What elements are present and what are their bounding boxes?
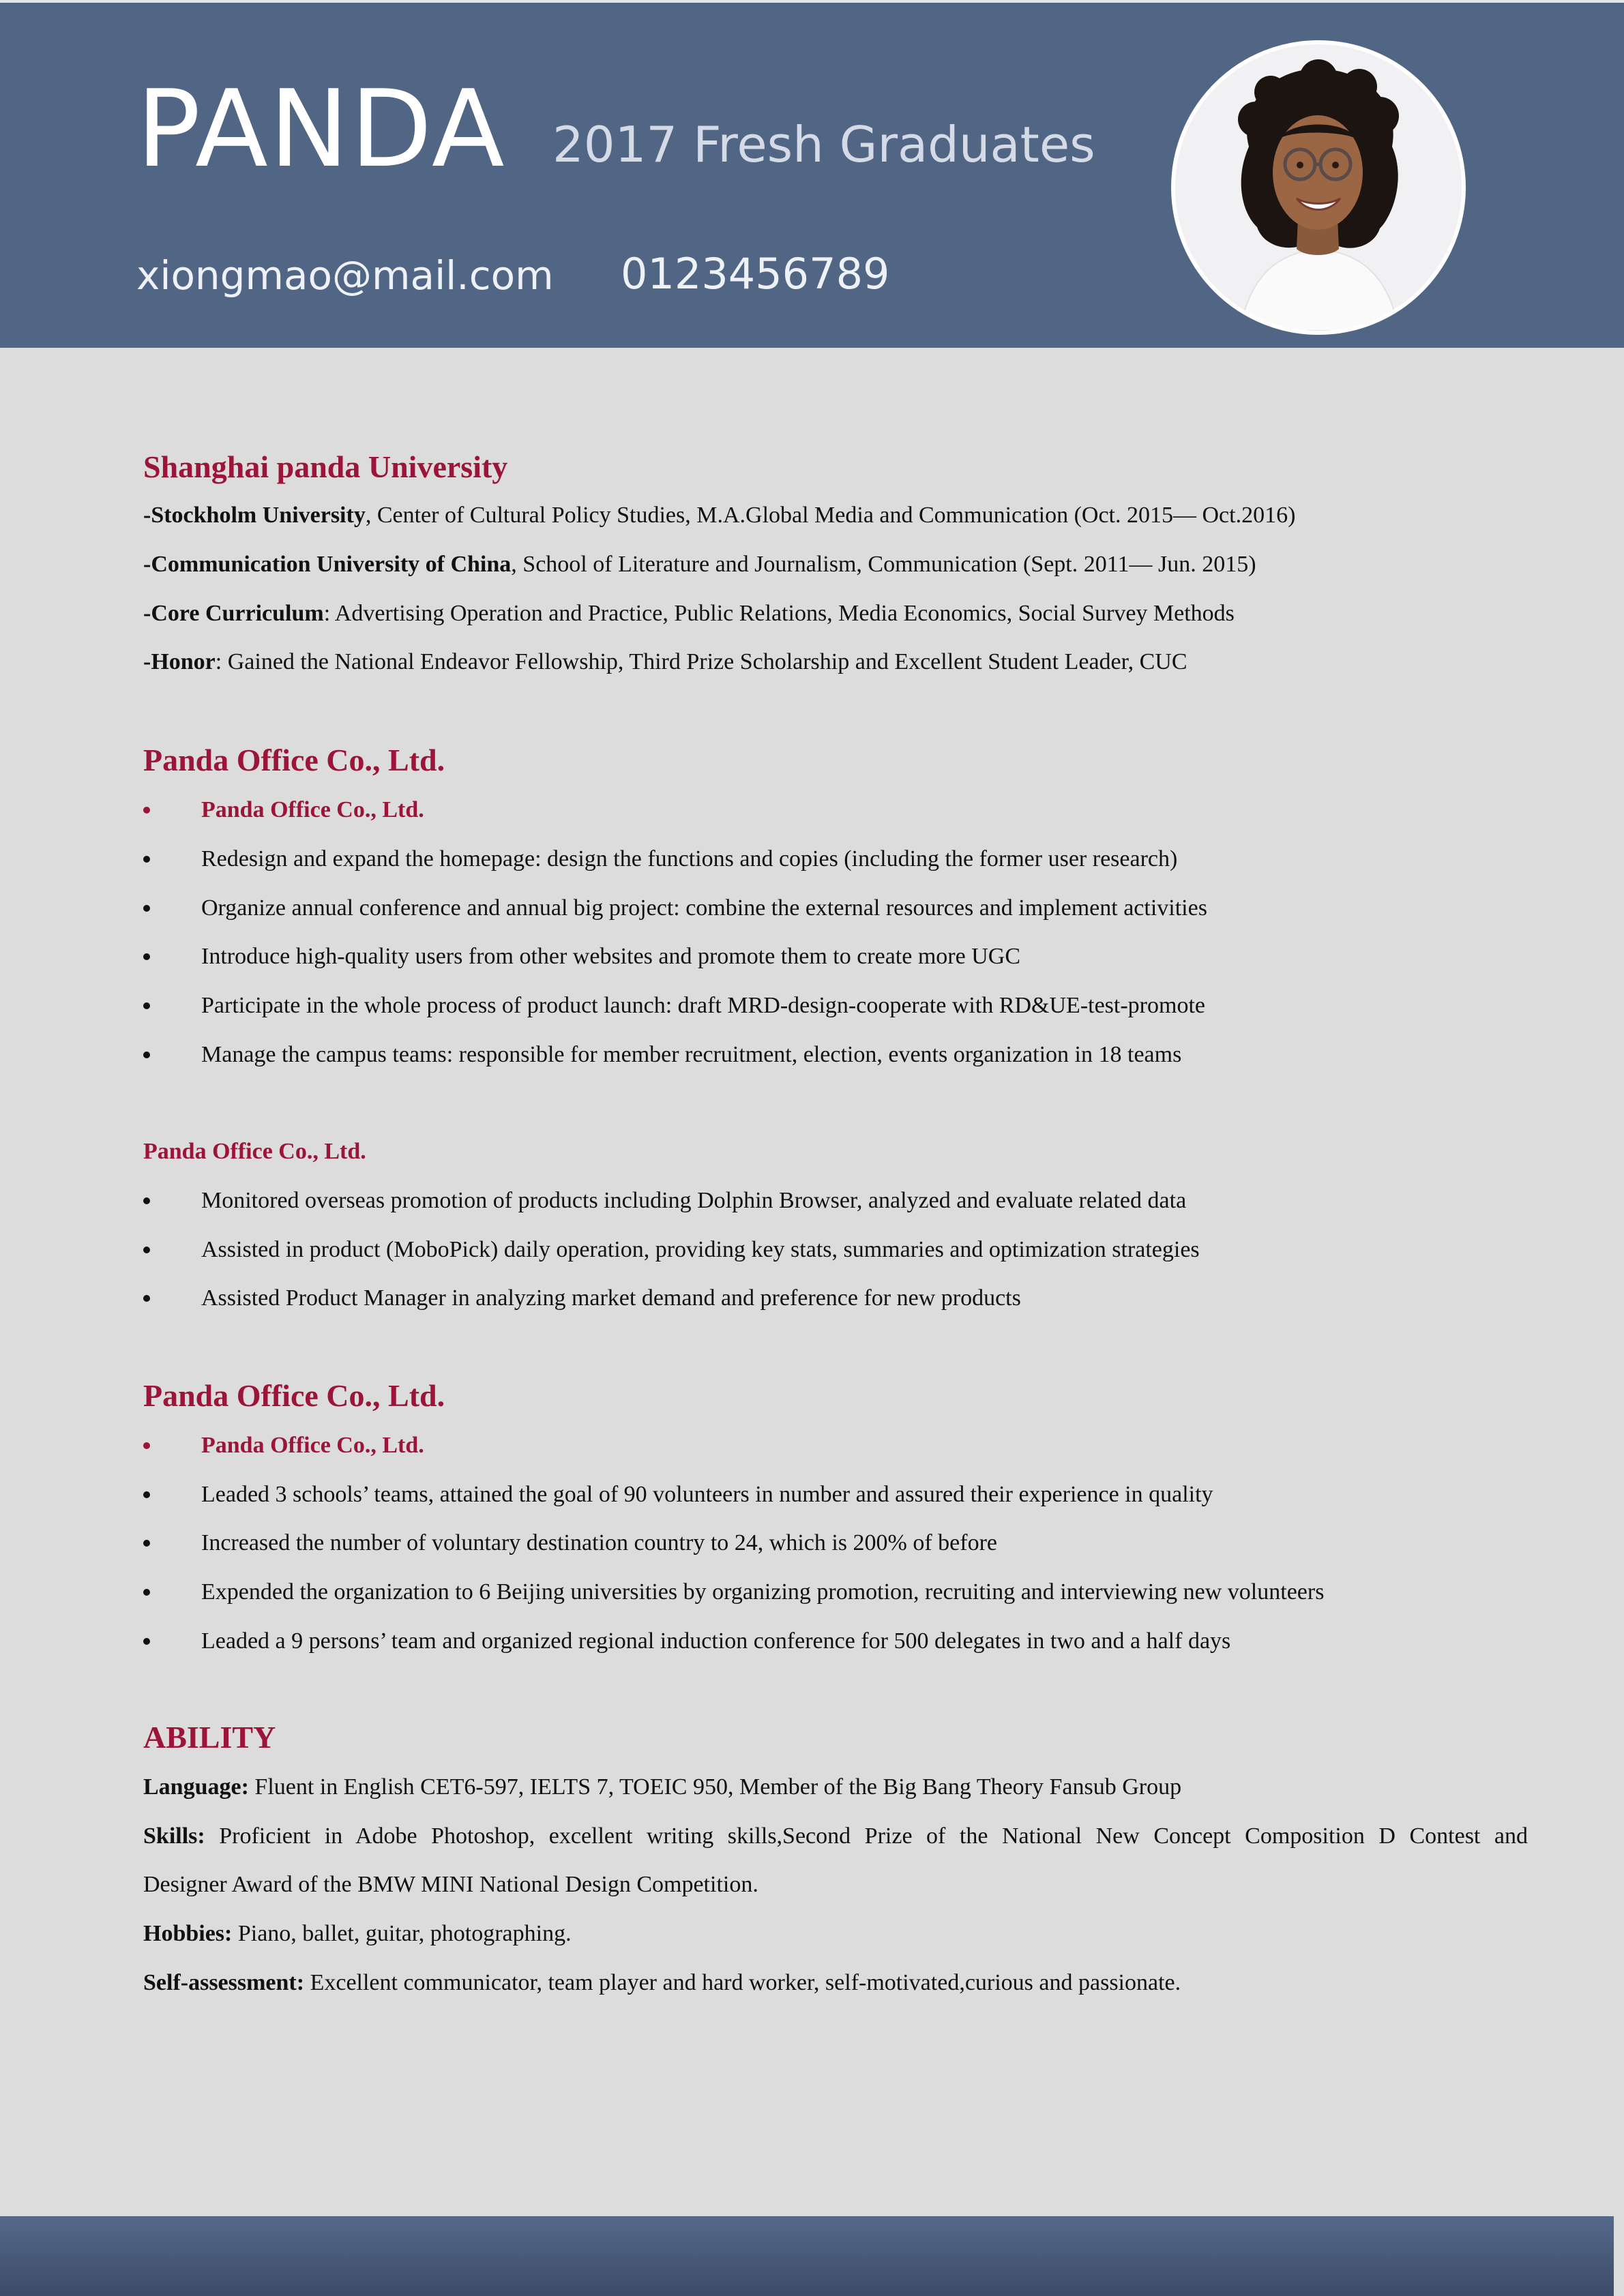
list-item-text: Introduce high-quality users from other websites and promote them to create more UGC bbox=[201, 944, 1020, 969]
education-line-label: -Communication University of China bbox=[143, 552, 512, 577]
bullet-icon bbox=[143, 953, 150, 960]
role-title: Panda Office Co., Ltd. bbox=[201, 1433, 424, 1458]
list-item-text: Expended the organization to 6 Beijing universities by organizing promotion, recruiting and interviewing new volunteers bbox=[201, 1579, 1325, 1605]
candidate-subtitle: 2017 Fresh Graduates bbox=[552, 116, 1095, 173]
bullet-icon bbox=[143, 1491, 150, 1498]
profile-photo-illustration bbox=[1175, 44, 1462, 331]
section-title-ability: ABILITY bbox=[143, 1720, 276, 1755]
bullet-icon bbox=[143, 856, 150, 863]
list-item-text: Redesign and expand the homepage: design the functions and copies (including the former user research) bbox=[201, 846, 1178, 871]
ability-language bbox=[143, 1772, 1181, 1802]
list-item-text: Assisted in product (MoboPick) daily operation, providing key stats, summaries and optimization strategies bbox=[201, 1237, 1200, 1262]
list-item-text: Increased the number of voluntary destination country to 24, which is 200% of before bbox=[201, 1530, 998, 1555]
education-line bbox=[143, 501, 1295, 531]
ability-text: Excellent communicator, team player and hard worker, self-motivated,curious and passionate. bbox=[304, 1970, 1181, 1995]
header-banner bbox=[0, 0, 1624, 348]
section-title-experience-1: Panda Office Co., Ltd. bbox=[143, 743, 445, 777]
ability-hobbies bbox=[143, 1919, 572, 1949]
bullet-icon bbox=[143, 1442, 150, 1449]
phone-number: 0123456789 bbox=[621, 249, 890, 299]
role-title: Panda Office Co., Ltd. bbox=[201, 797, 424, 822]
footer-bar bbox=[0, 2216, 1614, 2296]
education-line-text: : Gained the National Endeavor Fellowship, Third Prize Scholarship and Excellent Student Leader, CUC bbox=[215, 649, 1187, 674]
ability-label: Language: bbox=[143, 1774, 249, 1800]
section-title-education: Shanghai panda University bbox=[143, 449, 508, 484]
education-line-label: -Honor bbox=[143, 649, 216, 674]
list-item-text: Manage the campus teams: responsible for member recruitment, election, events organization in 18 teams bbox=[201, 1042, 1182, 1067]
bullet-icon bbox=[143, 807, 150, 814]
bullet-icon bbox=[143, 1247, 150, 1253]
list-item-text: Participate in the whole process of product launch: draft MRD-design-cooperate with RD&UE-test-promote bbox=[201, 993, 1205, 1018]
education-line-text: , School of Literature and Journalism, Communication (Sept. 2011— Jun. 2015) bbox=[511, 552, 1256, 577]
list-item-text: Monitored overseas promotion of products including Dolphin Browser, analyzed and evaluate related data bbox=[201, 1188, 1187, 1213]
bullet-icon bbox=[143, 1638, 150, 1645]
education-line bbox=[143, 550, 1256, 580]
education-line-label: -Stockholm University bbox=[143, 503, 366, 528]
ability-self-assessment bbox=[143, 1968, 1181, 1998]
ability-text: Proficient in Adobe Photoshop, excellent writing skills,Second Prize of the National New Concept Composition D Contest and bbox=[205, 1823, 1528, 1849]
ability-text: Piano, ballet, guitar, photographing. bbox=[232, 1921, 572, 1946]
bullet-icon bbox=[143, 1540, 150, 1547]
ability-label: Self-assessment: bbox=[143, 1970, 305, 1995]
bullet-icon bbox=[143, 1295, 150, 1302]
ability-skills-line-1 bbox=[143, 1821, 1528, 1851]
ability-label: Skills: bbox=[143, 1823, 205, 1849]
education-line-text: : Advertising Operation and Practice, Public Relations, Media Economics, Social Survey Methods bbox=[323, 601, 1235, 626]
education-line bbox=[143, 647, 1187, 677]
bullet-icon bbox=[143, 1052, 150, 1058]
education-line-label: -Core Curriculum bbox=[143, 601, 324, 626]
ability-text: Fluent in English CET6-597, IELTS 7, TOEIC 950, Member of the Big Bang Theory Fansub Group bbox=[248, 1774, 1182, 1800]
ability-skills-line-2: Designer Award of the BMW MINI National Design Competition. bbox=[143, 1872, 758, 1897]
bullet-icon bbox=[143, 1589, 150, 1596]
profile-photo bbox=[1171, 40, 1466, 335]
education-line bbox=[143, 599, 1235, 629]
education-line-text: , Center of Cultural Policy Studies, M.A.Global Media and Communication (Oct. 2015— Oct.2016) bbox=[365, 503, 1296, 528]
list-item-text: Leaded 3 schools’ teams, attained the goal of 90 volunteers in number and assured their experience in quality bbox=[201, 1482, 1213, 1507]
list-item-text: Assisted Product Manager in analyzing market demand and preference for new products bbox=[201, 1285, 1021, 1311]
section-title-experience-2: Panda Office Co., Ltd. bbox=[143, 1139, 366, 1164]
section-title-experience-3: Panda Office Co., Ltd. bbox=[143, 1378, 445, 1413]
bullet-icon bbox=[143, 1197, 150, 1204]
list-item-text: Leaded a 9 persons’ team and organized regional induction conference for 500 delegates in two and a half days bbox=[201, 1628, 1231, 1654]
email-address: xiongmao@mail.com bbox=[136, 252, 554, 299]
bullet-icon bbox=[143, 1002, 150, 1009]
list-item-text: Organize annual conference and annual big project: combine the external resources and implement activities bbox=[201, 895, 1207, 921]
candidate-name: PANDA bbox=[136, 67, 506, 191]
bullet-icon bbox=[143, 905, 150, 912]
ability-label: Hobbies: bbox=[143, 1921, 233, 1946]
